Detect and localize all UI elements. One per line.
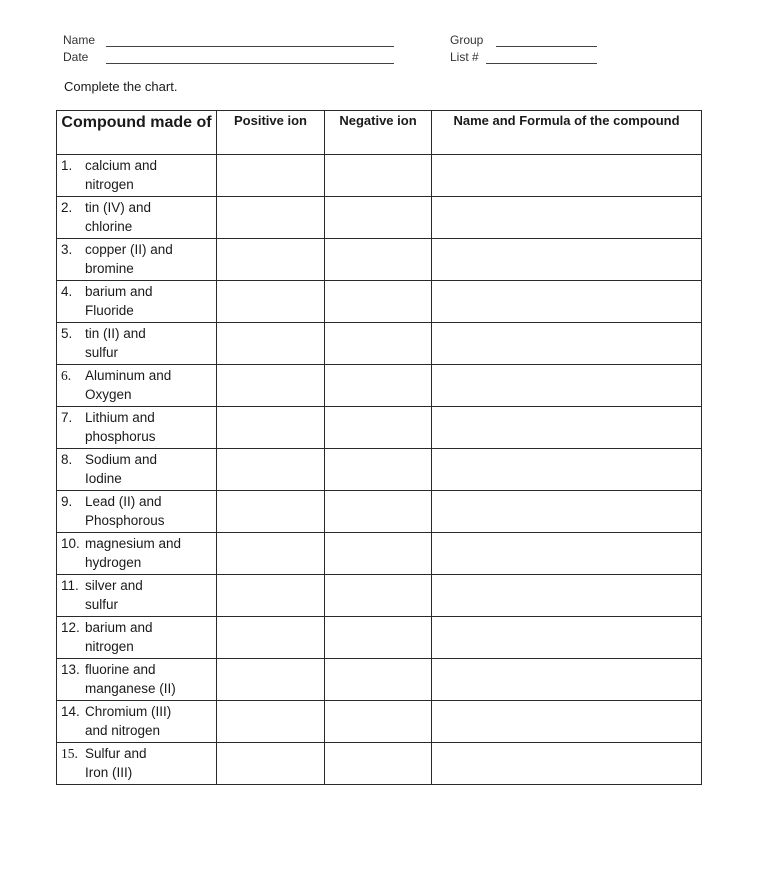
negative-ion-cell[interactable]	[325, 575, 432, 617]
name-formula-cell[interactable]	[432, 239, 702, 281]
negative-ion-cell[interactable]	[325, 365, 432, 407]
compound-cell	[57, 155, 217, 197]
table-row	[57, 449, 702, 491]
name-field[interactable]	[106, 46, 394, 47]
compound-content	[57, 743, 216, 782]
name-formula-cell[interactable]	[432, 701, 702, 743]
compound-text: Lithium and phosphorus	[85, 410, 156, 444]
row-number: 1.	[61, 158, 73, 173]
compound-content	[57, 701, 216, 740]
compound-text: barium and Fluoride	[85, 284, 153, 318]
positive-ion-cell[interactable]	[217, 365, 325, 407]
compound-content	[57, 323, 216, 362]
group-field[interactable]	[496, 46, 597, 47]
table-row	[57, 197, 702, 239]
name-formula-cell[interactable]	[432, 575, 702, 617]
row-number: 7.	[61, 410, 73, 425]
table-row	[57, 533, 702, 575]
positive-ion-cell[interactable]	[217, 197, 325, 239]
row-number: 11.	[61, 578, 79, 593]
compound-cell	[57, 239, 217, 281]
name-formula-cell[interactable]	[432, 617, 702, 659]
table-row	[57, 281, 702, 323]
positive-ion-cell[interactable]	[217, 701, 325, 743]
negative-ion-cell[interactable]	[325, 617, 432, 659]
name-formula-cell[interactable]	[432, 743, 702, 785]
compound-text: Chromium (III) and nitrogen	[85, 704, 172, 738]
table-row	[57, 701, 702, 743]
negative-ion-cell[interactable]	[325, 701, 432, 743]
compound-text: magnesium and hydrogen	[85, 536, 182, 570]
positive-ion-cell[interactable]	[217, 533, 325, 575]
table-row	[57, 617, 702, 659]
name-formula-cell[interactable]	[432, 281, 702, 323]
date-field[interactable]	[106, 63, 394, 64]
compound-text: Sodium and Iodine	[85, 452, 158, 486]
row-number: 12.	[61, 620, 80, 635]
compound-text: calcium and nitrogen	[85, 158, 158, 192]
compound-content	[57, 197, 216, 236]
name-formula-cell[interactable]	[432, 659, 702, 701]
positive-ion-cell[interactable]	[217, 617, 325, 659]
compound-text: barium and nitrogen	[85, 620, 153, 654]
compound-text: fluorine and manganese (II)	[85, 662, 176, 696]
compound-content	[57, 239, 216, 278]
negative-ion-cell[interactable]	[325, 197, 432, 239]
list-number-label: List #	[450, 50, 479, 64]
positive-ion-cell[interactable]	[217, 323, 325, 365]
compound-content	[57, 407, 216, 446]
row-number: 8.	[61, 452, 73, 467]
compound-content	[57, 575, 216, 614]
positive-ion-cell[interactable]	[217, 491, 325, 533]
compound-content	[57, 617, 216, 656]
compound-content	[57, 449, 216, 488]
negative-ion-cell[interactable]	[325, 533, 432, 575]
table-row	[57, 155, 702, 197]
header-name-formula: Name and Formula of the compound	[432, 111, 702, 155]
name-formula-cell[interactable]	[432, 533, 702, 575]
compound-text: Sulfur and Iron (III)	[85, 746, 147, 780]
compound-cell	[57, 491, 217, 533]
row-number: 5.	[61, 326, 73, 341]
compound-content	[57, 365, 216, 404]
row-number: 3.	[61, 242, 73, 257]
instruction-text: Complete the chart.	[64, 79, 178, 94]
row-number: 2.	[61, 200, 73, 215]
date-label: Date	[63, 50, 89, 64]
compound-cell	[57, 449, 217, 491]
name-formula-cell[interactable]	[432, 155, 702, 197]
compound-text: silver and sulfur	[85, 578, 143, 612]
positive-ion-cell[interactable]	[217, 239, 325, 281]
compound-cell	[57, 743, 217, 785]
table-row	[57, 491, 702, 533]
positive-ion-cell[interactable]	[217, 575, 325, 617]
negative-ion-cell[interactable]	[325, 281, 432, 323]
table-row	[57, 365, 702, 407]
compound-text: Aluminum and Oxygen	[85, 368, 172, 402]
negative-ion-cell[interactable]	[325, 491, 432, 533]
row-number: 15.	[61, 746, 78, 761]
negative-ion-cell[interactable]	[325, 743, 432, 785]
compound-chart	[56, 110, 702, 785]
compound-text: copper (II) and bromine	[85, 242, 173, 276]
compound-cell	[57, 407, 217, 449]
compound-cell	[57, 701, 217, 743]
positive-ion-cell[interactable]	[217, 281, 325, 323]
compound-content	[57, 659, 216, 698]
header-positive-ion: Positive ion	[217, 111, 325, 155]
table-row	[57, 575, 702, 617]
positive-ion-cell[interactable]	[217, 449, 325, 491]
compound-cell	[57, 533, 217, 575]
name-formula-cell[interactable]	[432, 407, 702, 449]
negative-ion-cell[interactable]	[325, 449, 432, 491]
positive-ion-cell[interactable]	[217, 155, 325, 197]
name-formula-cell[interactable]	[432, 365, 702, 407]
name-formula-cell[interactable]	[432, 491, 702, 533]
positive-ion-cell[interactable]	[217, 659, 325, 701]
compound-content	[57, 281, 216, 320]
compound-cell	[57, 323, 217, 365]
compound-content	[57, 491, 216, 530]
name-label: Name	[63, 33, 96, 47]
compound-cell	[57, 281, 217, 323]
compound-cell	[57, 617, 217, 659]
row-number: 13.	[61, 662, 80, 677]
header-negative-ion: Negative ion	[325, 111, 432, 155]
compound-cell	[57, 197, 217, 239]
compound-cell	[57, 365, 217, 407]
name-formula-cell[interactable]	[432, 323, 702, 365]
table-row	[57, 743, 702, 785]
compound-text: tin (IV) and chlorine	[85, 200, 152, 234]
row-number: 4.	[61, 284, 73, 299]
table-row	[57, 323, 702, 365]
negative-ion-cell[interactable]	[325, 323, 432, 365]
compound-content	[57, 155, 216, 194]
row-number: 6.	[61, 368, 72, 383]
compound-text: Lead (II) and Phosphorous	[85, 494, 165, 528]
compound-text: tin (II) and sulfur	[85, 326, 146, 360]
compound-content	[57, 533, 216, 572]
compound-cell	[57, 575, 217, 617]
negative-ion-cell[interactable]	[325, 239, 432, 281]
compound-cell	[57, 659, 217, 701]
table-row	[57, 659, 702, 701]
positive-ion-cell[interactable]	[217, 407, 325, 449]
table-header-row	[57, 111, 702, 155]
name-formula-cell[interactable]	[432, 197, 702, 239]
table-row	[57, 239, 702, 281]
name-formula-cell[interactable]	[432, 449, 702, 491]
row-number: 14.	[61, 704, 80, 719]
positive-ion-cell[interactable]	[217, 743, 325, 785]
negative-ion-cell[interactable]	[325, 659, 432, 701]
negative-ion-cell[interactable]	[325, 155, 432, 197]
table-row	[57, 407, 702, 449]
list-number-field[interactable]	[486, 63, 597, 64]
row-number: 10.	[61, 536, 80, 551]
header-compound: Compound made of	[57, 111, 217, 155]
negative-ion-cell[interactable]	[325, 407, 432, 449]
group-label: Group	[450, 33, 484, 47]
row-number: 9.	[61, 494, 73, 509]
